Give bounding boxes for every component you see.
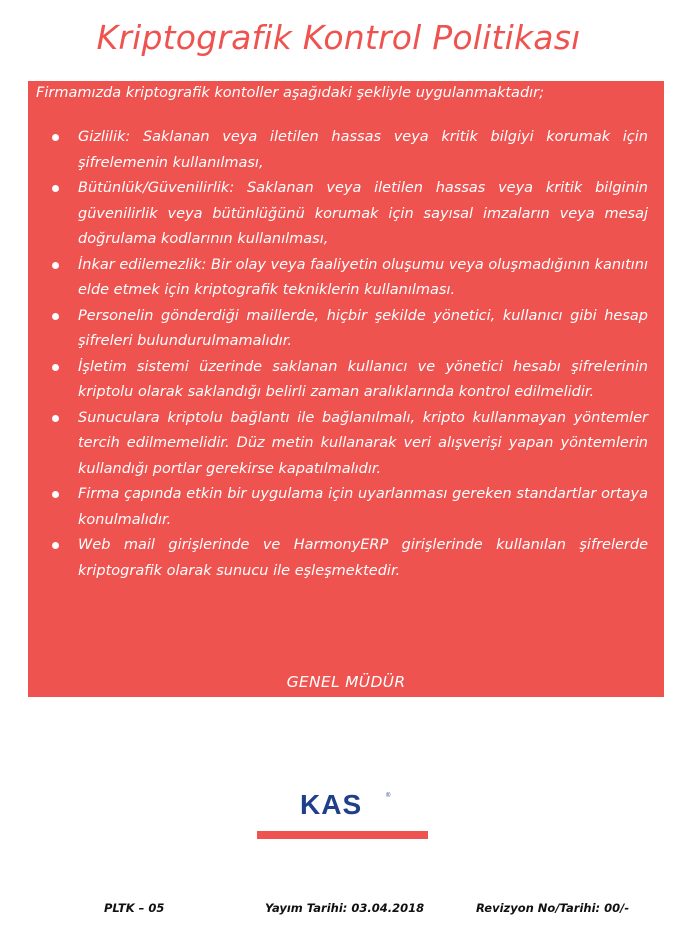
bullet-icon: [52, 415, 59, 422]
bullet-icon: [52, 542, 59, 549]
bullet-icon: [52, 134, 59, 141]
publish-date: Yayım Tarihi: 03.04.2018: [265, 901, 425, 915]
registered-mark: ®: [386, 793, 391, 799]
list-item: Personelin gönderdiği maillerde, hiçbir şekilde yönetici, kullanıcı gibi hesap şifreleri bulundurulmamalıdır.: [48, 304, 648, 355]
page-title: Kriptografik Kontrol Politikası: [96, 18, 581, 57]
list-item: İnkar edilemezlik: Bir olay veya faaliyetin oluşumu veya oluşmadığının kanıtını elde etmek için kriptografik tekniklerin kullanılması.: [48, 253, 648, 304]
kas-logo: [300, 788, 395, 818]
policy-list: [48, 125, 648, 584]
list-item: İşletim sistemi üzerinde saklanan kullanıcı ve yönetici hesabı şifrelerinin kriptolu olarak saklandığı belirli zaman aralıklarında kontrol edilmelidir.: [48, 355, 648, 406]
doc-code: PLTK – 05: [104, 901, 165, 915]
logo-underline: [257, 831, 428, 839]
bullet-icon: [52, 262, 59, 269]
list-item: Bütünlük/Güvenilirlik: Saklanan veya iletilen hassas veya kritik bilginin güvenilirlik veya bütünlüğünü korumak için sayısal imzaların veya mesaj doğrulama kodlarının kullanılması,: [48, 176, 648, 253]
revision-info: Revizyon No/Tarihi: 00/-: [476, 901, 630, 915]
intro-text: Firmamızda kriptografik kontoller aşağıdaki şekliyle uygulanmaktadır;: [36, 85, 545, 101]
list-item: Gizlilik: Saklanan veya iletilen hassas veya kritik bilgiyi korumak için şifrelemenin kullanılması,: [48, 125, 648, 176]
bullet-icon: [52, 185, 59, 192]
bullet-icon: [52, 491, 59, 498]
list-item: Web mail girişlerinde ve HarmonyERP girişlerinde kullanılan şifrelerde kriptografik olarak sunucu ile eşleşmektedir.: [48, 533, 648, 584]
list-item: Firma çapında etkin bir uygulama için uyarlanması gereken standartlar ortaya konulmalıdır.: [48, 482, 648, 533]
bullet-icon: [52, 364, 59, 371]
logo-text: KAS: [300, 789, 363, 818]
policy-panel: [28, 81, 664, 697]
signature-title: GENEL MÜDÜR: [286, 673, 406, 691]
list-item: Sunuculara kriptolu bağlantı ile bağlanılmalı, kripto kullanmayan yöntemler tercih edilmemelidir. Düz metin kullanarak veri alışverişi yapan yöntemlerin kullandığı portlar gerekirse kapatılmalıdır.: [48, 406, 648, 483]
bullet-icon: [52, 313, 59, 320]
